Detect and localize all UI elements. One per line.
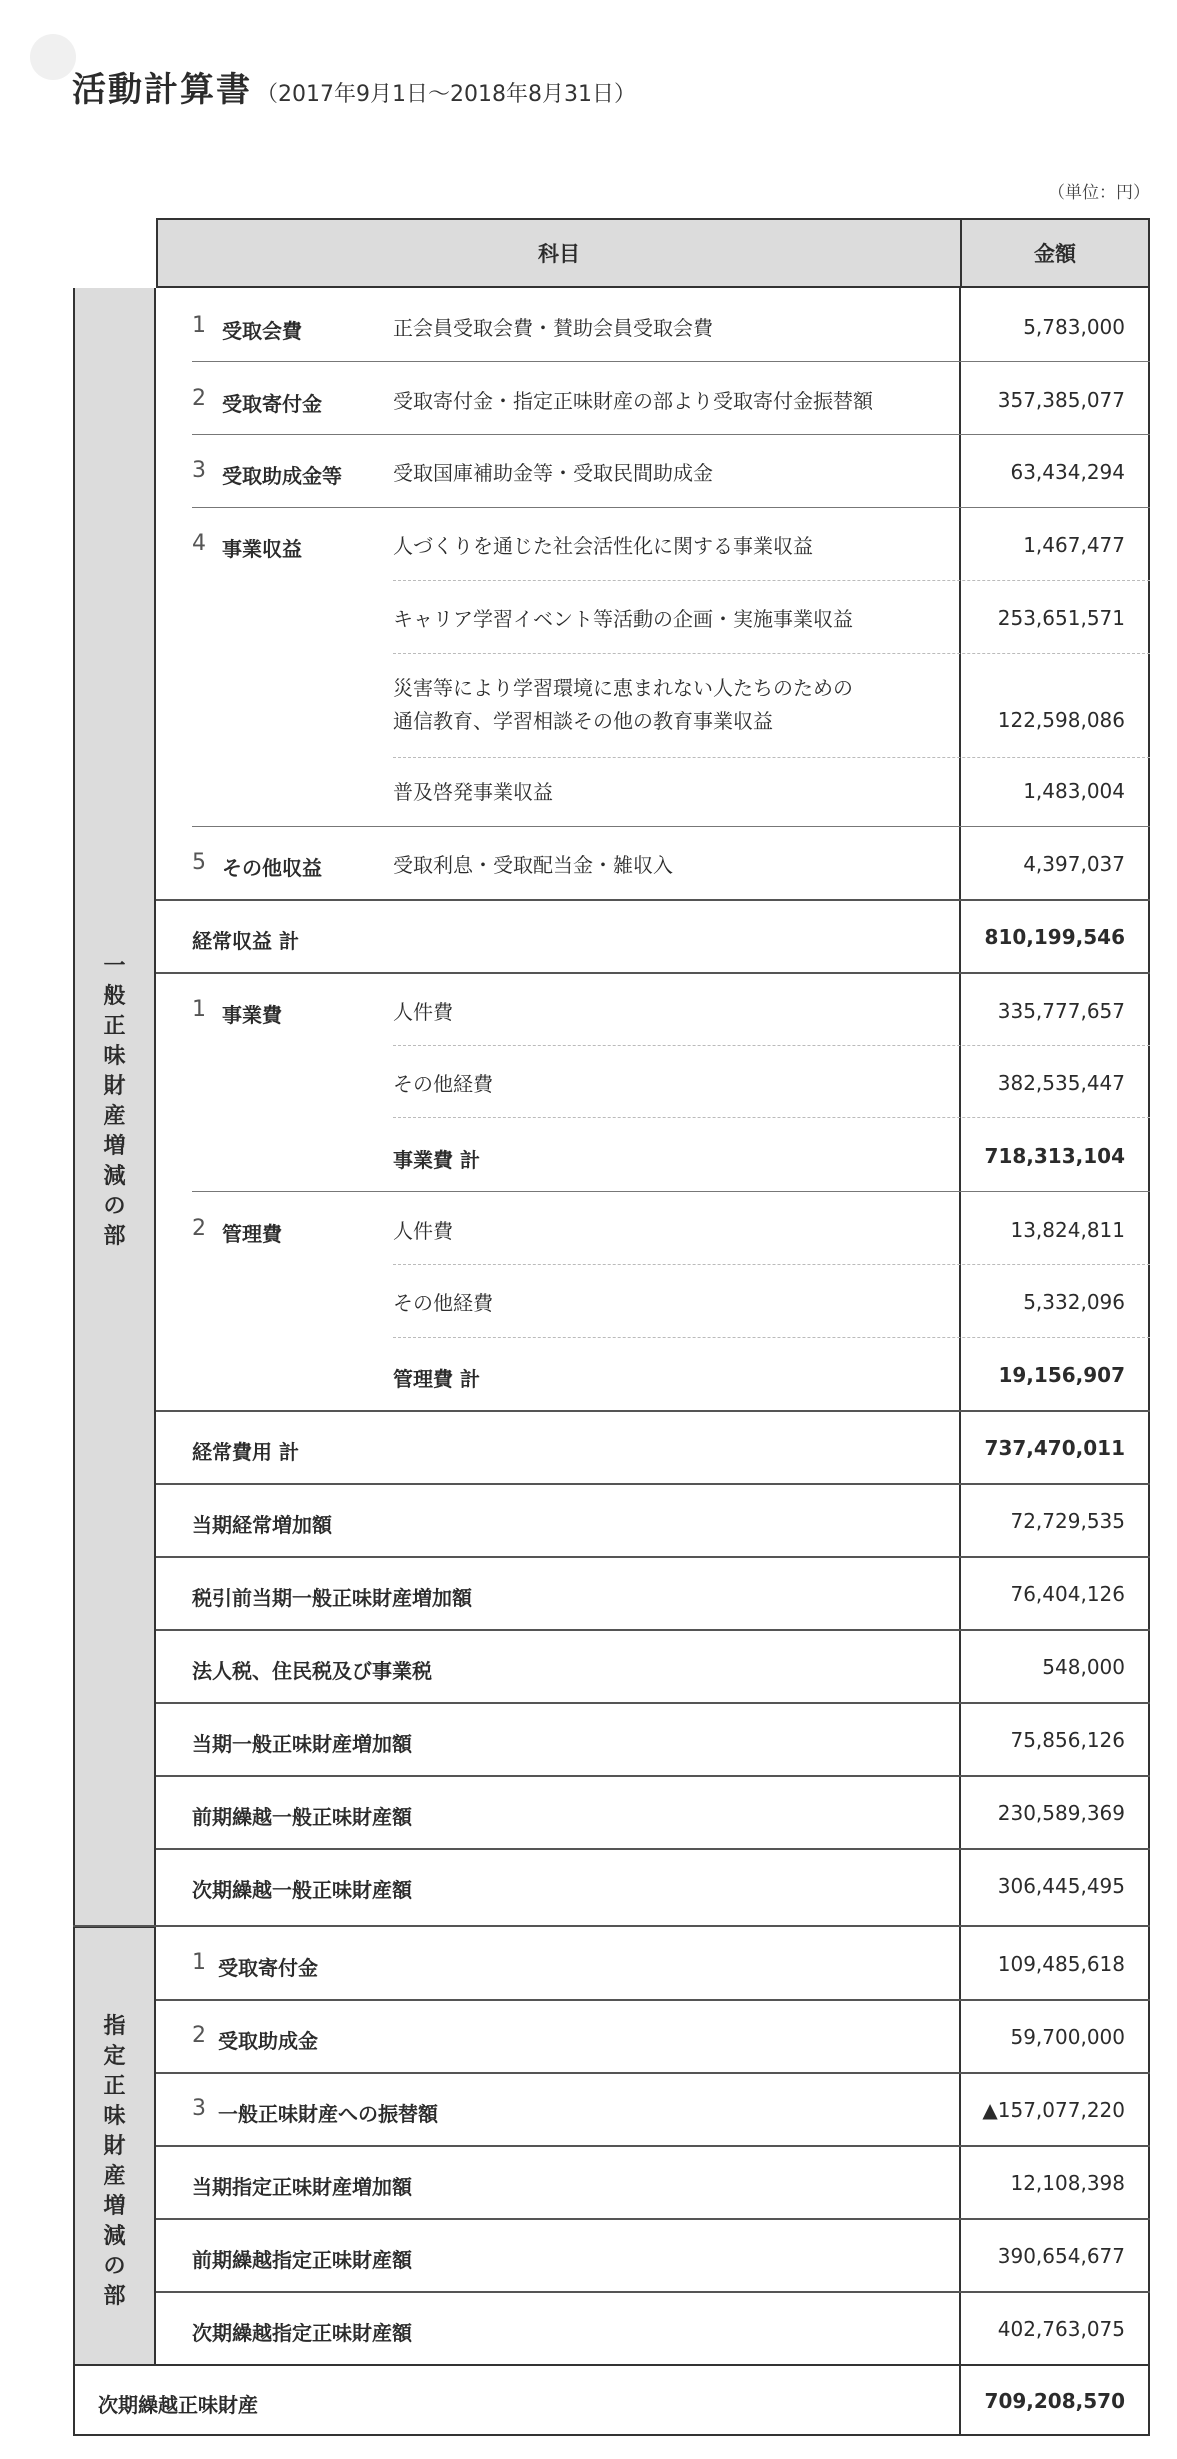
side-char: 減 xyxy=(103,2224,126,2249)
section-general-label xyxy=(73,288,156,1926)
title-decoration xyxy=(30,34,76,80)
side-char: 一 xyxy=(103,954,126,979)
row-description: 災害等により学習環境に恵まれない人たちのための xyxy=(393,676,853,700)
subtotal-amount: 19,156,907 xyxy=(998,1363,1125,1387)
summary-amount: 76,404,126 xyxy=(1010,1582,1125,1606)
side-char: 味 xyxy=(103,1044,126,1069)
row-description: その他経費 xyxy=(393,1072,493,1096)
side-char: 般 xyxy=(103,984,126,1009)
row-number: 2 xyxy=(192,2023,206,2048)
side-char: 産 xyxy=(103,2164,126,2189)
designated-item-amount: 109,485,618 xyxy=(997,1952,1125,1976)
summary-label: 当期一般正味財産増加額 xyxy=(192,1732,412,1756)
side-char: 財 xyxy=(103,1074,126,1099)
column-header-amount: 金額 xyxy=(960,218,1150,288)
row-divider-dashed xyxy=(393,1045,1150,1046)
row-amount: 253,651,571 xyxy=(997,606,1125,630)
row-description: 受取国庫補助金等・受取民間助成金 xyxy=(393,461,713,485)
row-divider xyxy=(192,1191,1150,1192)
summary-amount: 75,856,126 xyxy=(1010,1728,1125,1752)
summary-amount: 72,729,535 xyxy=(1010,1509,1125,1533)
summary-label: 当期経常増加額 xyxy=(192,1513,332,1537)
row-description: 普及啓発事業収益 xyxy=(393,780,553,804)
row-divider xyxy=(156,2072,1150,2074)
row-number: 4 xyxy=(192,531,206,556)
row-divider-dashed xyxy=(393,1117,1150,1118)
row-divider xyxy=(156,972,1150,974)
row-description: 人件費 xyxy=(393,1000,453,1024)
category-label: その他収益 xyxy=(222,856,322,880)
row-number: 1 xyxy=(192,1950,206,1975)
revenue-total-label: 経常収益 計 xyxy=(192,929,299,953)
column-header-subject: 科目 xyxy=(156,218,960,288)
row-divider-dashed xyxy=(393,1337,1150,1338)
row-description: 人件費 xyxy=(393,1219,453,1243)
side-char: 正 xyxy=(103,1014,126,1039)
row-number: 3 xyxy=(192,458,206,483)
row-amount: 5,332,096 xyxy=(1023,1290,1125,1314)
row-divider-dashed xyxy=(393,653,1150,654)
summary-label: 前期繰越一般正味財産額 xyxy=(192,1805,412,1829)
subtotal-amount: 718,313,104 xyxy=(984,1144,1125,1168)
summary-label: 次期繰越一般正味財産額 xyxy=(192,1878,412,1902)
category-label: 受取助成金等 xyxy=(222,464,342,488)
side-char: 増 xyxy=(103,1134,126,1159)
row-divider xyxy=(192,361,1150,362)
row-divider xyxy=(156,1702,1150,1704)
summary-label: 税引前当期一般正味財産増加額 xyxy=(192,1586,472,1610)
side-char: 指 xyxy=(103,2014,126,2039)
summary-label: 当期指定正味財産増加額 xyxy=(192,2175,412,2199)
expense-total-label: 経常費用 計 xyxy=(192,1440,299,1464)
side-char: の xyxy=(103,2254,126,2279)
row-number: 1 xyxy=(192,313,206,338)
column-divider xyxy=(959,288,961,2435)
row-divider xyxy=(156,1410,1150,1412)
row-divider xyxy=(156,2218,1150,2220)
row-description: その他経費 xyxy=(393,1291,493,1315)
row-amount: 63,434,294 xyxy=(1010,460,1125,484)
row-divider xyxy=(156,2145,1150,2147)
row-description: 受取寄付金・指定正味財産の部より受取寄付金振替額 xyxy=(393,389,873,413)
summary-amount: 402,763,075 xyxy=(997,2317,1125,2341)
row-divider-dashed xyxy=(393,1264,1150,1265)
fiscal-period: （2017年9月1日～2018年8月31日） xyxy=(256,82,636,107)
row-divider xyxy=(156,1999,1150,2001)
category-label: 事業収益 xyxy=(222,537,302,561)
row-amount: 4,397,037 xyxy=(1023,852,1125,876)
row-description: 通信教育、学習相談その他の教育事業収益 xyxy=(393,709,773,733)
final-total-label: 次期繰越正味財産 xyxy=(98,2393,258,2417)
side-char: 財 xyxy=(103,2134,126,2159)
row-amount: 13,824,811 xyxy=(1010,1218,1125,1242)
row-number: 2 xyxy=(192,386,206,411)
row-divider xyxy=(156,1848,1150,1850)
subtotal-label: 管理費 計 xyxy=(393,1367,480,1391)
summary-label: 次期繰越指定正味財産額 xyxy=(192,2321,412,2345)
row-divider xyxy=(156,1483,1150,1485)
row-divider xyxy=(192,507,1150,508)
row-description: 受取利息・受取配当金・雑収入 xyxy=(393,853,673,877)
category-label: 管理費 xyxy=(222,1222,282,1246)
row-number: 5 xyxy=(192,850,206,875)
section-divider xyxy=(73,1925,1150,1927)
row-divider xyxy=(156,899,1150,901)
side-char: 味 xyxy=(103,2104,126,2129)
row-number: 3 xyxy=(192,2096,206,2121)
row-divider-dashed xyxy=(393,757,1150,758)
summary-label: 法人税、住民税及び事業税 xyxy=(192,1659,432,1683)
row-number: 2 xyxy=(192,1216,206,1241)
row-description: 人づくりを通じた社会活性化に関する事業収益 xyxy=(393,534,813,558)
side-char: の xyxy=(103,1194,126,1219)
row-divider xyxy=(156,2291,1150,2293)
category-label: 受取会費 xyxy=(222,319,302,343)
side-char: 部 xyxy=(103,1224,126,1249)
side-char: 定 xyxy=(103,2044,126,2069)
side-char: 産 xyxy=(103,1104,126,1129)
row-amount: 122,598,086 xyxy=(997,708,1125,732)
designated-item-label: 受取寄付金 xyxy=(218,1956,318,1980)
page-title: 活動計算書 xyxy=(72,70,252,110)
side-char: 正 xyxy=(103,2074,126,2099)
side-char: 減 xyxy=(103,1164,126,1189)
row-amount: 357,385,077 xyxy=(997,388,1125,412)
side-char: 部 xyxy=(103,2284,126,2309)
row-amount: 335,777,657 xyxy=(997,999,1125,1023)
final-total-amount: 709,208,570 xyxy=(984,2389,1125,2413)
document-title xyxy=(72,62,636,111)
designated-item-amount: ▲157,077,220 xyxy=(982,2098,1125,2122)
row-description: 正会員受取会費・賛助会員受取会費 xyxy=(393,316,713,340)
row-amount: 1,483,004 xyxy=(1023,779,1125,803)
designated-item-label: 一般正味財産への振替額 xyxy=(218,2102,438,2126)
row-divider xyxy=(156,1556,1150,1558)
summary-amount: 390,654,677 xyxy=(997,2244,1125,2268)
category-label: 受取寄付金 xyxy=(222,392,322,416)
row-divider-dashed xyxy=(393,580,1150,581)
summary-amount: 12,108,398 xyxy=(1010,2171,1125,2195)
expense-total-amount: 737,470,011 xyxy=(984,1436,1125,1460)
designated-item-amount: 59,700,000 xyxy=(1010,2025,1125,2049)
table-right-border xyxy=(1148,288,1150,2435)
row-number: 1 xyxy=(192,997,206,1022)
summary-amount: 306,445,495 xyxy=(997,1874,1125,1898)
row-amount: 5,783,000 xyxy=(1023,315,1125,339)
row-amount: 1,467,477 xyxy=(1023,533,1125,557)
designated-item-label: 受取助成金 xyxy=(218,2029,318,2053)
summary-amount: 230,589,369 xyxy=(997,1801,1125,1825)
revenue-total-amount: 810,199,546 xyxy=(984,925,1125,949)
row-divider xyxy=(156,1775,1150,1777)
row-divider xyxy=(192,826,1150,827)
row-divider xyxy=(156,1629,1150,1631)
section-designated-label xyxy=(73,1926,156,2364)
row-divider xyxy=(192,434,1150,435)
side-char: 増 xyxy=(103,2194,126,2219)
row-description: キャリア学習イベント等活動の企画・実施事業収益 xyxy=(393,607,853,631)
row-amount: 382,535,447 xyxy=(997,1071,1125,1095)
unit-label: （単位：円） xyxy=(1048,183,1150,203)
summary-label: 前期繰越指定正味財産額 xyxy=(192,2248,412,2272)
summary-amount: 548,000 xyxy=(1042,1655,1125,1679)
category-label: 事業費 xyxy=(222,1003,282,1027)
subtotal-label: 事業費 計 xyxy=(393,1148,480,1172)
